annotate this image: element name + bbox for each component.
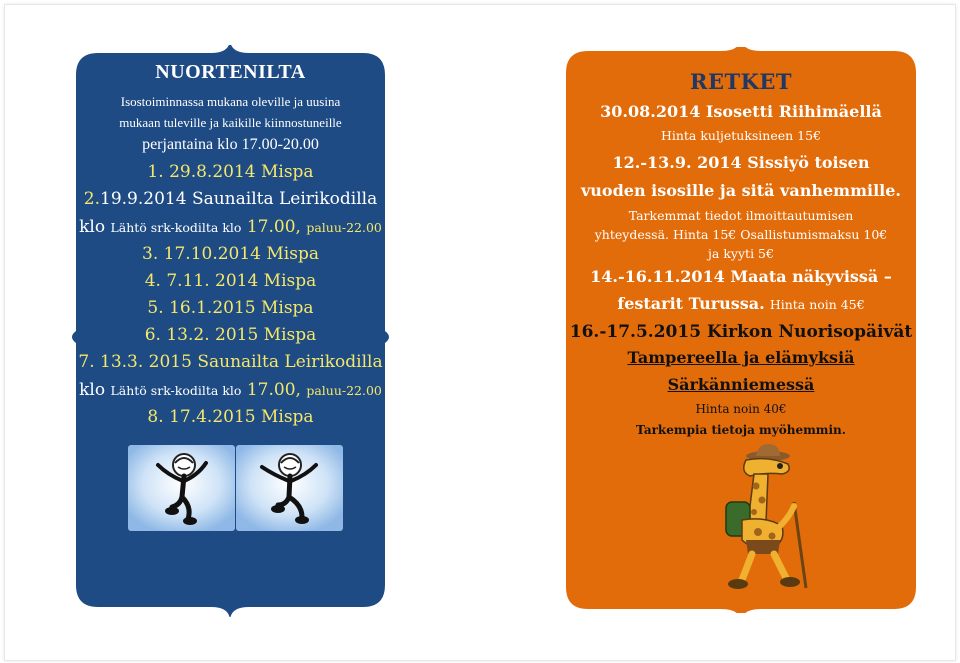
trip-4-title-1: 16.-17.5.2015 Kirkon Nuorisopäivät — [569, 322, 913, 342]
trip-2-info-2: yhteydessä. Hinta 15€ Osallistumismaksu 10€ — [594, 227, 888, 242]
trip-3-title-2-row — [566, 294, 916, 313]
trip-3-title-2: festarit Turussa. — [617, 294, 765, 313]
retket-title: RETKET — [690, 69, 792, 94]
date-item-5: 5. 16.1.2015 Mispa — [147, 298, 314, 318]
date-item-2-details: klo Lähtö srk-kodilta klo 17.00, paluu-22.00 — [79, 217, 382, 237]
retket-panel — [566, 47, 916, 613]
trip-4-more-info: Tarkempia tietoja myöhemmin. — [636, 423, 846, 437]
trip-4-price: Hinta noin 40€ — [695, 402, 787, 416]
date-item-8: 8. 17.4.2015 Mispa — [147, 407, 314, 427]
date-item-7-details: klo Lähtö srk-kodilta klo 17.00, paluu-22.00 — [79, 380, 382, 400]
intro-line-1: Isostoiminnassa mukana oleville ja uusina — [120, 94, 341, 109]
trip-4-title-2: Tampereella ja elämyksiä — [627, 348, 855, 367]
clipart-row — [128, 445, 358, 533]
trip-2-title-2: vuoden isosille ja sitä vanhemmille. — [580, 181, 901, 200]
nuortenilta-title: NUORTENILTA — [155, 61, 306, 83]
trip-1-title: 30.08.2014 Isosetti Riihimäellä — [600, 102, 882, 121]
date-item-4: 4. 7.11. 2014 Mispa — [144, 271, 317, 291]
date-item-7: 7. 13.3. 2015 Saunailta Leirikodilla — [78, 352, 383, 372]
intro-line-2: mukaan tuleville ja kaikille kiinnostuneille — [119, 115, 342, 130]
date-item-2: 2.19.9.2014 Saunailta Leirikodilla — [83, 189, 378, 209]
time-line: perjantaina klo 17.00-20.00 — [142, 136, 319, 153]
dancing-figure-icon — [128, 445, 235, 531]
date-item-1: 1. 29.8.2014 Mispa — [147, 162, 314, 182]
nuortenilta-panel — [58, 45, 403, 617]
trip-3-price: Hinta noin 45€ — [769, 297, 865, 312]
trip-1-price: Hinta kuljetuksineen 15€ — [660, 128, 822, 143]
trip-2-info-1: Tarkemmat tiedot ilmoittautumisen — [628, 208, 854, 223]
date-item-3: 3. 17.10.2014 Mispa — [142, 244, 319, 264]
giraffe-hiker-icon — [696, 442, 816, 592]
trip-2-info-3: ja kyyti 5€ — [708, 246, 774, 261]
trip-4-title-3: Särkänniemessä — [667, 375, 815, 394]
trip-2-title-1: 12.-13.9. 2014 Sissiyö toisen — [612, 153, 870, 172]
date-item-6: 6. 13.2. 2015 Mispa — [144, 325, 317, 345]
dancing-figure-icon — [236, 445, 343, 531]
trip-3-title-1: 14.-16.11.2014 Maata näkyvissä – — [590, 267, 892, 286]
